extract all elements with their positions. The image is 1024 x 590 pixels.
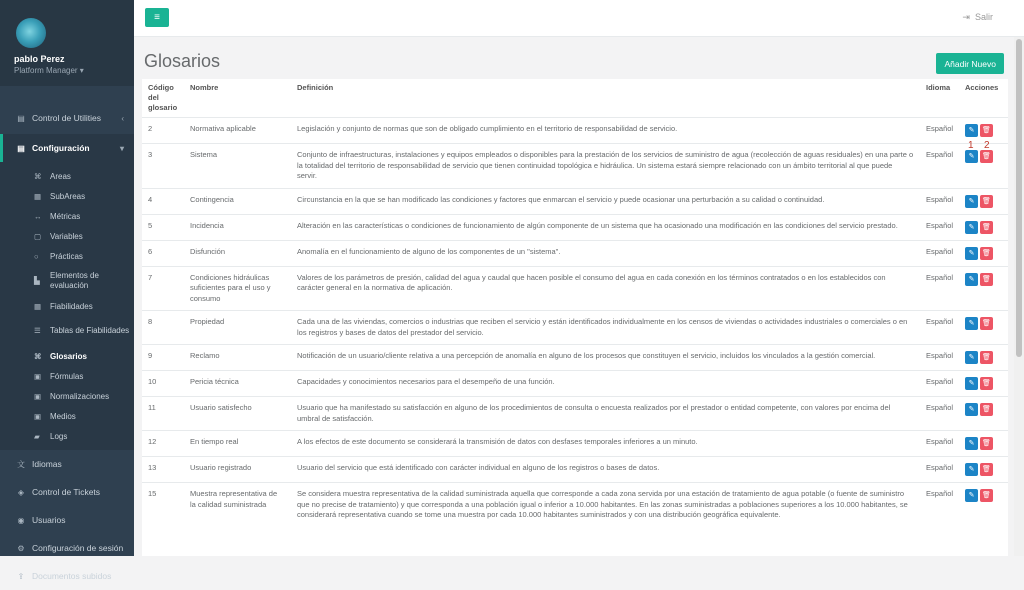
arrows-icon: ↔: [34, 211, 42, 221]
table-row: [142, 483, 1008, 527]
table-row: [142, 431, 1008, 457]
sidebar: [0, 0, 134, 581]
cell-language: Español: [920, 483, 959, 527]
topbar: [134, 0, 1024, 37]
cell-definition: A los efectos de este documento se considerará la transmisión de datos con desfases temporales inferiores a un minuto.: [291, 431, 920, 457]
sidebar-sub-subareas[interactable]: ▦ SubAreas: [0, 186, 134, 206]
edit-icon: ✎: [968, 127, 975, 134]
cell-name: Normativa aplicable: [184, 118, 291, 144]
delete-button[interactable]: [980, 317, 993, 330]
cell-definition: Legislación y conjunto de normas que son de obligado cumplimiento en el territorio de responsabilidad de servicio.: [291, 118, 920, 144]
trash-icon: 🗑: [982, 466, 991, 473]
cell-language: Español: [920, 118, 959, 144]
table-row: [142, 214, 1008, 240]
sidebar-sub-elementos[interactable]: ▙ Elementos de evaluación: [0, 266, 134, 296]
cell-language: Español: [920, 240, 959, 266]
delete-button[interactable]: [980, 403, 993, 416]
edit-button[interactable]: [965, 317, 978, 330]
cell-language: Español: [920, 311, 959, 345]
table-row: [142, 311, 1008, 345]
cell-name: En tiempo real: [184, 431, 291, 457]
edit-icon: ✎: [968, 354, 975, 361]
cell-actions: [959, 431, 1008, 457]
glossary-table: [142, 79, 1008, 527]
main-content: [134, 37, 1014, 556]
cell-code: 15: [142, 483, 184, 527]
cell-language: Español: [920, 345, 959, 371]
annotation-delete: 2: [984, 140, 990, 151]
grid-icon: ▦: [34, 301, 42, 311]
subareas-icon: ▦: [34, 191, 42, 201]
edit-icon: ✎: [968, 275, 975, 283]
cell-definition: Usuario del servicio que está identificado con carácter individual en alguno de los registros o bases de datos.: [291, 457, 920, 483]
hamburger-icon: ≡: [154, 12, 160, 23]
cell-code: 12: [142, 431, 184, 457]
edit-icon: ✎: [968, 406, 975, 413]
cell-actions: [959, 240, 1008, 266]
trash-icon: 🗑: [982, 223, 991, 231]
cell-language: Español: [920, 397, 959, 431]
cell-name: Sistema: [184, 144, 291, 189]
chevron-left-icon: ‹: [121, 113, 124, 123]
edit-icon: ✎: [968, 440, 975, 447]
users-icon: ◉: [17, 515, 25, 525]
sidebar-item-idiomas[interactable]: 文 Idiomas: [17, 459, 62, 469]
profile-role-dropdown[interactable]: Platform Manager ▾: [14, 66, 84, 75]
cell-code: 8: [142, 311, 184, 345]
edit-icon: ✎: [968, 492, 975, 499]
cell-name: Pericia técnica: [184, 371, 291, 397]
cell-name: Muestra representativa de la calidad suministrada: [184, 483, 291, 527]
trash-icon: 🗑: [982, 380, 991, 387]
edit-icon: ✎: [968, 380, 975, 387]
cell-name: Usuario satisfecho: [184, 397, 291, 431]
edit-icon: ✎: [968, 153, 975, 160]
delete-button[interactable]: [980, 124, 993, 137]
edit-button[interactable]: [965, 437, 978, 450]
sidebar-item-documentos[interactable]: ⇪ Documentos subidos: [0, 562, 134, 590]
cell-code: 11: [142, 397, 184, 431]
normalize-icon: ▣: [34, 391, 42, 401]
sidebar-sub-logs[interactable]: ▰ Logs: [0, 426, 134, 446]
edit-icon: ✎: [968, 223, 975, 231]
table-header-row: [142, 79, 1008, 118]
sign-out-icon: ⇥: [962, 12, 970, 22]
cell-definition: Cada una de las viviendas, comercios o industrias que reciben el servicio y están identificados individualmente en los censos de viviendas o actividades industriales o comerciales o en los registros y bases de datos del prestador del servicio.: [291, 311, 920, 345]
cell-definition: Capacidades y conocimientos necesarios para el desempeño de una función.: [291, 371, 920, 397]
cell-code: 5: [142, 214, 184, 240]
edit-button[interactable]: [965, 489, 978, 502]
cell-definition: Anomalía en el funcionamiento de alguno de los componentes de un "sistema".: [291, 240, 920, 266]
cell-definition: Notificación de un usuario/cliente relativa a una percepción de anomalía en alguno de los procesos que constituyen el servicio, incluidos los vinculados a la gestión comercial.: [291, 345, 920, 371]
table-row: [142, 371, 1008, 397]
formula-icon: ▣: [34, 371, 42, 381]
trash-icon: 🗑: [982, 320, 991, 327]
edit-button[interactable]: [965, 403, 978, 416]
sidebar-sub-formulas[interactable]: ▣ Fórmulas: [0, 366, 134, 386]
areas-icon: ⌘: [34, 171, 42, 181]
trash-icon: 🗑: [982, 127, 991, 134]
sidebar-item-tickets[interactable]: ◈ Control de Tickets: [0, 478, 134, 506]
cell-code: 13: [142, 457, 184, 483]
table-row: [142, 240, 1008, 266]
cell-code: 10: [142, 371, 184, 397]
header-code[interactable]: Código del glosario: [142, 79, 184, 118]
menu-toggle-button[interactable]: [145, 8, 169, 27]
sidebar-item-sesion[interactable]: ⚙ Configuración de sesión: [0, 534, 134, 562]
chevron-down-icon: ▾: [119, 143, 124, 153]
delete-button[interactable]: [980, 221, 993, 234]
table-row: [142, 118, 1008, 144]
delete-button[interactable]: [980, 247, 993, 260]
edit-button[interactable]: [965, 195, 978, 208]
square-icon: ▢: [34, 231, 42, 241]
gear-icon: ⚙: [17, 543, 25, 553]
trash-icon: 🗑: [982, 153, 991, 160]
config-icon: ▤: [17, 143, 25, 153]
edit-button[interactable]: [965, 377, 978, 390]
cell-name: Condiciones hidráulicas suficientes para el uso y consumo: [184, 266, 291, 311]
cell-name: Reclamo: [184, 345, 291, 371]
trash-icon: 🗑: [982, 275, 991, 283]
annotation-edit: 1: [968, 140, 974, 151]
sidebar-sub-metricas[interactable]: ↔ Métricas: [0, 206, 134, 226]
edit-button[interactable]: [965, 150, 978, 163]
config-submenu: [0, 162, 134, 450]
trash-icon: 🗑: [982, 249, 991, 257]
edit-icon: ✎: [968, 197, 975, 205]
edit-button[interactable]: [965, 273, 978, 286]
sidebar-sub-medios[interactable]: ▣ Medios: [0, 406, 134, 426]
cell-code: 9: [142, 345, 184, 371]
chart-icon: ▙: [34, 276, 40, 285]
delete-button[interactable]: [980, 150, 993, 163]
circle-icon: ○: [34, 251, 39, 261]
delete-button[interactable]: [980, 489, 993, 502]
header-definition[interactable]: Definición: [291, 79, 920, 118]
table-row: [142, 188, 1008, 214]
avatar[interactable]: [16, 18, 46, 48]
page-title: Glosarios: [144, 51, 221, 71]
edit-button[interactable]: [965, 351, 978, 364]
table-row: [142, 266, 1008, 311]
header-name[interactable]: Nombre: [184, 79, 291, 118]
delete-button[interactable]: [980, 463, 993, 476]
cell-language: Español: [920, 266, 959, 311]
cell-code: 6: [142, 240, 184, 266]
sidebar-sub-tablas-fiabilidades[interactable]: ☰ Tablas de Fiabilidades: [0, 316, 134, 346]
upload-icon: ⇪: [17, 571, 25, 581]
table-row: [142, 397, 1008, 431]
add-new-button[interactable]: Añadir Nuevo: [936, 53, 1004, 74]
cell-name: Incidencia: [184, 214, 291, 240]
cell-definition: Conjunto de infraestructuras, instalaciones y equipos empleados o disponibles para la prestación de los servicios de suministro de agua (recolección de aguas residuales) en una parte o la totalidad del territorio de responsabilidad de servicio que tienen continuidad topológica e hidráulica. Un sistema estará siempre relacionado con un ámbito territorial al que puede servir.: [291, 144, 920, 189]
cell-name: Usuario registrado: [184, 457, 291, 483]
cell-definition: Valores de los parámetros de presión, calidad del agua y caudal que hacen posible el consumo del agua en cada conexión en los términos contratados o en los establecidos con carácter general en la normativa de aplicación.: [291, 266, 920, 311]
cell-actions: [959, 345, 1008, 371]
cell-definition: Se considera muestra representativa de la calidad suministrada aquella que corresponde a cada zona servida por una estación de tratamiento de agua potable (o fuente de suministro que no precise de tratamiento) y que corresponda a una población igual o inferior a 10.000 habitantes. En las zonas suministradas a poblaciones superiores a los 10.000 habitantes, se considerará representativa cuando se tome una muestra por cada 10.000 habitantes suministrados y con una distribución geográfica equivalente.: [291, 483, 920, 527]
table-row: [142, 457, 1008, 483]
header-actions: Acciones: [959, 79, 1008, 118]
cell-actions: [959, 397, 1008, 431]
delete-button[interactable]: [980, 273, 993, 286]
cell-definition: Circunstancia en la que se han modificado las condiciones y factores que enmarcan el servicio y puede ocasionar una perturbación a su calidad o continuidad.: [291, 188, 920, 214]
cell-language: Español: [920, 431, 959, 457]
cell-actions: [959, 266, 1008, 311]
delete-button[interactable]: [980, 351, 993, 364]
sidebar-sub-fiabilidades[interactable]: ▦ Fiabilidades: [0, 296, 134, 316]
sidebar-item-configuracion[interactable]: ▤ Configuración ▾: [0, 134, 134, 162]
sidebar-item-usuarios[interactable]: ◉ Usuarios: [0, 506, 134, 534]
tag-icon: ◈: [17, 487, 25, 497]
cell-code: 2: [142, 118, 184, 144]
trash-icon: 🗑: [982, 354, 991, 361]
cell-language: Español: [920, 214, 959, 240]
trash-icon: 🗑: [982, 492, 991, 499]
cell-name: Propiedad: [184, 311, 291, 345]
profile: [0, 0, 134, 86]
header-language[interactable]: Idioma: [920, 79, 959, 118]
cell-actions: [959, 371, 1008, 397]
cell-language: Español: [920, 457, 959, 483]
cell-code: 7: [142, 266, 184, 311]
cell-actions: [959, 188, 1008, 214]
cell-code: 3: [142, 144, 184, 189]
delete-button[interactable]: [980, 195, 993, 208]
trash-icon: 🗑: [982, 406, 991, 413]
logout-link[interactable]: ⇥ Salir: [962, 12, 993, 22]
cell-definition: Alteración en las características o condiciones de funcionamiento de algún componente de un sistema que ha ocasionado una modificación en las condiciones del servicio prestado.: [291, 214, 920, 240]
glossary-icon: ⌘: [34, 351, 42, 361]
glossary-table-container: [142, 79, 1008, 556]
trash-icon: 🗑: [982, 197, 991, 205]
cell-actions: [959, 311, 1008, 345]
cell-language: Español: [920, 144, 959, 189]
sidebar-sub-practicas[interactable]: ○ Prácticas: [0, 246, 134, 266]
table-row: [142, 144, 1008, 189]
cell-language: Español: [920, 188, 959, 214]
monitor-icon: ▤: [17, 113, 25, 123]
table-row: [142, 345, 1008, 371]
edit-icon: ✎: [968, 466, 975, 473]
cell-actions: [959, 214, 1008, 240]
edit-icon: ✎: [968, 249, 975, 257]
logs-icon: ▰: [34, 431, 40, 441]
language-icon: 文: [17, 459, 25, 469]
list-icon: ☰: [34, 326, 41, 335]
cell-name: Disfunción: [184, 240, 291, 266]
cell-code: 4: [142, 188, 184, 214]
edit-button[interactable]: [965, 124, 978, 137]
trash-icon: 🗑: [982, 440, 991, 447]
cell-name: Contingencia: [184, 188, 291, 214]
edit-button[interactable]: [965, 247, 978, 260]
delete-button[interactable]: [980, 437, 993, 450]
scrollbar-thumb[interactable]: [1016, 39, 1022, 357]
sidebar-sub-areas[interactable]: ⌘ Areas: [0, 166, 134, 186]
sidebar-sub-normalizaciones[interactable]: ▣ Normalizaciones: [0, 386, 134, 406]
profile-name: pablo Perez: [14, 54, 65, 64]
cell-actions: [959, 483, 1008, 527]
page-scrollbar[interactable]: [1014, 37, 1024, 556]
sidebar-sub-variables[interactable]: ▢ Variables: [0, 226, 134, 246]
sidebar-item-control-utilities[interactable]: ▤ Control de Utilities ‹: [0, 104, 134, 132]
delete-button[interactable]: [980, 377, 993, 390]
cell-language: Español: [920, 371, 959, 397]
edit-button[interactable]: [965, 463, 978, 476]
sidebar-sub-glosarios[interactable]: ⌘ Glosarios: [0, 346, 134, 366]
cell-actions: [959, 457, 1008, 483]
cell-definition: Usuario que ha manifestado su satisfacción en alguno de los procedimientos de consulta o encuesta realizados por el prestador o entidad competente, con valores por encima del umbral de satisfacción.: [291, 397, 920, 431]
media-icon: ▣: [34, 411, 42, 421]
edit-button[interactable]: [965, 221, 978, 234]
edit-icon: ✎: [968, 320, 975, 327]
